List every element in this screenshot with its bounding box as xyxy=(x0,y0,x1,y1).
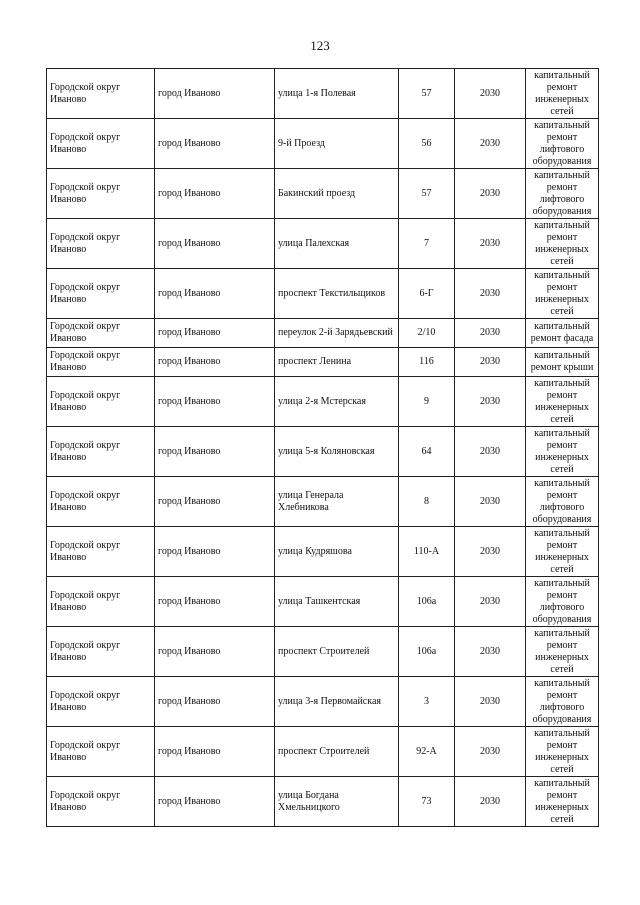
year-cell: 2030 xyxy=(455,119,526,169)
city-cell: город Иваново xyxy=(155,727,275,777)
table-row xyxy=(47,527,599,577)
house-number-cell: 92-А xyxy=(399,727,455,777)
work-type-cell: капитальный ремонт крыши xyxy=(526,348,599,377)
table-row xyxy=(47,219,599,269)
city-cell: город Иваново xyxy=(155,527,275,577)
street-cell: улица Ташкентская xyxy=(275,577,399,627)
house-number-cell: 8 xyxy=(399,477,455,527)
city-cell: город Иваново xyxy=(155,119,275,169)
street-cell: улица Богдана Хмельницкого xyxy=(275,777,399,827)
city-cell: город Иваново xyxy=(155,169,275,219)
year-cell: 2030 xyxy=(455,219,526,269)
street-cell: Бакинский проезд xyxy=(275,169,399,219)
work-type-cell: капитальный ремонт инженерных сетей xyxy=(526,727,599,777)
house-number-cell: 64 xyxy=(399,427,455,477)
year-cell: 2030 xyxy=(455,677,526,727)
region-cell: Городской округ Иваново xyxy=(47,377,155,427)
region-cell: Городской округ Иваново xyxy=(47,427,155,477)
house-number-cell: 56 xyxy=(399,119,455,169)
street-cell: 9-й Проезд xyxy=(275,119,399,169)
table-body xyxy=(47,69,599,827)
year-cell: 2030 xyxy=(455,169,526,219)
street-cell: улица Кудряшова xyxy=(275,527,399,577)
house-number-cell: 7 xyxy=(399,219,455,269)
table-row xyxy=(47,777,599,827)
region-cell: Городской округ Иваново xyxy=(47,69,155,119)
street-cell: проспект Текстильщиков xyxy=(275,269,399,319)
region-cell: Городской округ Иваново xyxy=(47,727,155,777)
city-cell: город Иваново xyxy=(155,627,275,677)
year-cell: 2030 xyxy=(455,348,526,377)
table-row xyxy=(47,119,599,169)
region-cell: Городской округ Иваново xyxy=(47,319,155,348)
city-cell: город Иваново xyxy=(155,777,275,827)
region-cell: Городской округ Иваново xyxy=(47,627,155,677)
street-cell: проспект Ленина xyxy=(275,348,399,377)
table-row xyxy=(47,377,599,427)
house-number-cell: 2/10 xyxy=(399,319,455,348)
work-type-cell: капитальный ремонт лифтового оборудования xyxy=(526,119,599,169)
house-number-cell: 9 xyxy=(399,377,455,427)
region-cell: Городской округ Иваново xyxy=(47,477,155,527)
work-type-cell: капитальный ремонт инженерных сетей xyxy=(526,377,599,427)
street-cell: улица Палехская xyxy=(275,219,399,269)
house-number-cell: 106а xyxy=(399,627,455,677)
city-cell: город Иваново xyxy=(155,427,275,477)
city-cell: город Иваново xyxy=(155,677,275,727)
work-type-cell: капитальный ремонт лифтового оборудования xyxy=(526,577,599,627)
region-cell: Городской округ Иваново xyxy=(47,119,155,169)
street-cell: переулок 2-й Зарядьевский xyxy=(275,319,399,348)
city-cell: город Иваново xyxy=(155,319,275,348)
region-cell: Городской округ Иваново xyxy=(47,169,155,219)
city-cell: город Иваново xyxy=(155,269,275,319)
street-cell: проспект Строителей xyxy=(275,627,399,677)
house-number-cell: 73 xyxy=(399,777,455,827)
house-number-cell: 57 xyxy=(399,169,455,219)
year-cell: 2030 xyxy=(455,627,526,677)
table-row xyxy=(47,69,599,119)
table-row xyxy=(47,727,599,777)
region-cell: Городской округ Иваново xyxy=(47,527,155,577)
year-cell: 2030 xyxy=(455,319,526,348)
year-cell: 2030 xyxy=(455,727,526,777)
year-cell: 2030 xyxy=(455,477,526,527)
work-type-cell: капитальный ремонт лифтового оборудования xyxy=(526,477,599,527)
house-number-cell: 6-Г xyxy=(399,269,455,319)
year-cell: 2030 xyxy=(455,777,526,827)
table-row xyxy=(47,348,599,377)
region-cell: Городской округ Иваново xyxy=(47,677,155,727)
house-number-cell: 3 xyxy=(399,677,455,727)
table-row xyxy=(47,577,599,627)
city-cell: город Иваново xyxy=(155,577,275,627)
work-type-cell: капитальный ремонт инженерных сетей xyxy=(526,269,599,319)
table-row xyxy=(47,627,599,677)
work-type-cell: капитальный ремонт инженерных сетей xyxy=(526,527,599,577)
work-type-cell: капитальный ремонт лифтового оборудования xyxy=(526,677,599,727)
city-cell: город Иваново xyxy=(155,377,275,427)
region-cell: Городской округ Иваново xyxy=(47,777,155,827)
street-cell: улица 5-я Коляновская xyxy=(275,427,399,477)
table-row xyxy=(47,677,599,727)
house-number-cell: 106а xyxy=(399,577,455,627)
street-cell: улица 2-я Мстерская xyxy=(275,377,399,427)
region-cell: Городской округ Иваново xyxy=(47,219,155,269)
street-cell: улица 3-я Первомайская xyxy=(275,677,399,727)
region-cell: Городской округ Иваново xyxy=(47,269,155,319)
region-cell: Городской округ Иваново xyxy=(47,348,155,377)
work-type-cell: капитальный ремонт инженерных сетей xyxy=(526,219,599,269)
city-cell: город Иваново xyxy=(155,69,275,119)
table-row xyxy=(47,269,599,319)
work-type-cell: капитальный ремонт лифтового оборудования xyxy=(526,169,599,219)
street-cell: улица 1-я Полевая xyxy=(275,69,399,119)
work-type-cell: капитальный ремонт инженерных сетей xyxy=(526,427,599,477)
work-type-cell: капитальный ремонт фасада xyxy=(526,319,599,348)
house-number-cell: 57 xyxy=(399,69,455,119)
city-cell: город Иваново xyxy=(155,348,275,377)
year-cell: 2030 xyxy=(455,377,526,427)
work-type-cell: капитальный ремонт инженерных сетей xyxy=(526,627,599,677)
table-row xyxy=(47,427,599,477)
table-row xyxy=(47,319,599,348)
year-cell: 2030 xyxy=(455,69,526,119)
house-number-cell: 110-А xyxy=(399,527,455,577)
street-cell: проспект Строителей xyxy=(275,727,399,777)
table-row xyxy=(47,169,599,219)
year-cell: 2030 xyxy=(455,527,526,577)
table-row xyxy=(47,477,599,527)
work-type-cell: капитальный ремонт инженерных сетей xyxy=(526,69,599,119)
house-number-cell: 116 xyxy=(399,348,455,377)
page-number: 123 xyxy=(310,38,330,53)
region-cell: Городской округ Иваново xyxy=(47,577,155,627)
repair-schedule-table xyxy=(46,68,599,827)
year-cell: 2030 xyxy=(455,427,526,477)
street-cell: улица Генерала Хлебникова xyxy=(275,477,399,527)
city-cell: город Иваново xyxy=(155,219,275,269)
work-type-cell: капитальный ремонт инженерных сетей xyxy=(526,777,599,827)
year-cell: 2030 xyxy=(455,269,526,319)
year-cell: 2030 xyxy=(455,577,526,627)
city-cell: город Иваново xyxy=(155,477,275,527)
